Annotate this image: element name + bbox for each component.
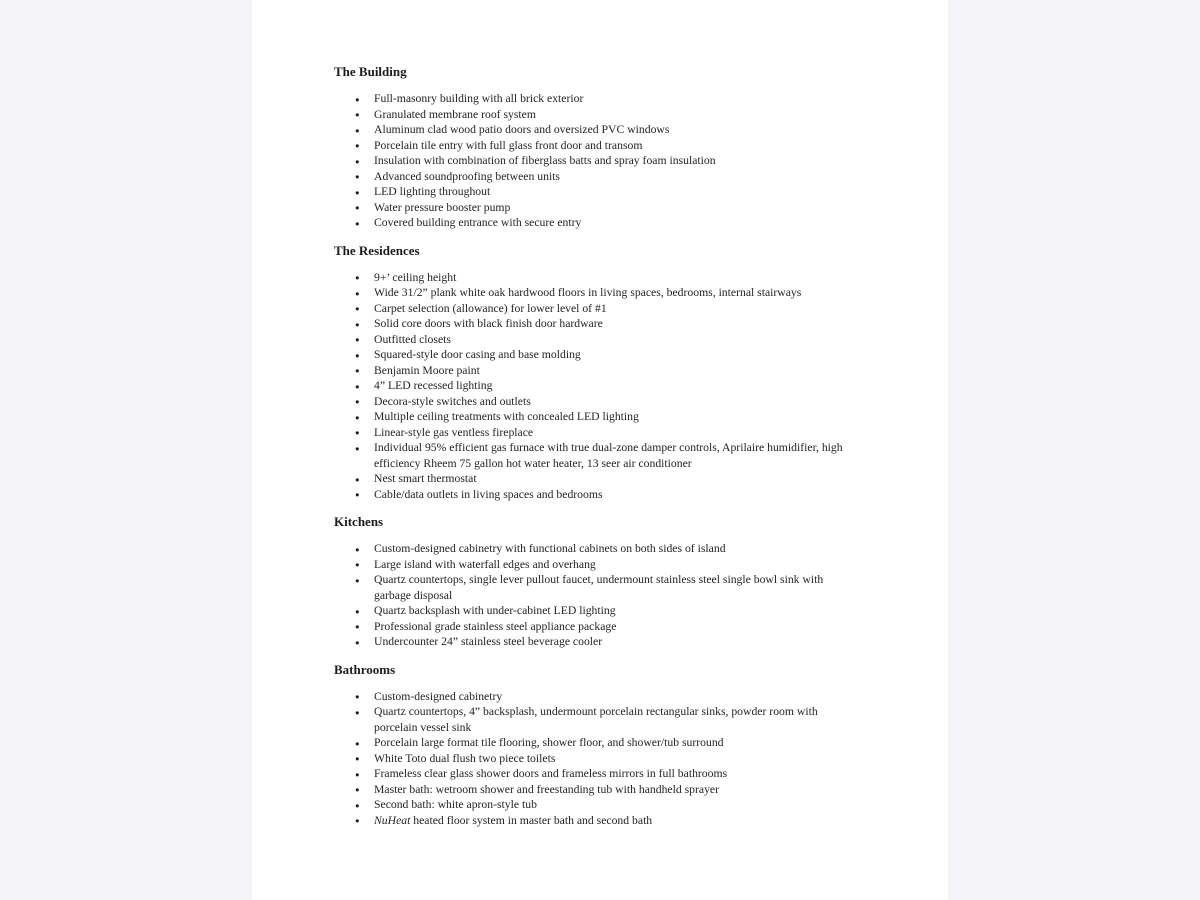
- list-item: ● Second bath: white apron-style tub: [355, 797, 856, 813]
- list-item: ● Custom-designed cabinetry with functional cabinets on both sides of island: [355, 541, 856, 557]
- bullet-list: [334, 689, 878, 829]
- list-item: ● Frameless clear glass shower doors and frameless mirrors in full bathrooms: [355, 766, 856, 782]
- list-item: ● Undercounter 24” stainless steel beverage cooler: [355, 634, 856, 650]
- section-heading: The Residences: [334, 242, 420, 258]
- list-item: ● LED lighting throughout: [355, 184, 856, 200]
- document-page: [252, 0, 948, 900]
- list-item: ● Wide 31/2” plank white oak hardwood floors in living spaces, bedrooms, internal stairways: [355, 285, 856, 301]
- list-item: [355, 813, 856, 829]
- list-item: ● Water pressure booster pump: [355, 200, 856, 216]
- list-item: ● Solid core doors with black finish door hardware: [355, 316, 856, 332]
- list-item: ● Benjamin Moore paint: [355, 363, 856, 379]
- section-the-building: [334, 64, 878, 231]
- section-bathrooms: [334, 662, 878, 829]
- list-item: ● Covered building entrance with secure entry: [355, 215, 856, 231]
- bullet-list: [334, 270, 878, 503]
- list-item: ● Custom-designed cabinetry: [355, 689, 856, 705]
- list-item: ● Insulation with combination of fiberglass batts and spray foam insulation: [355, 153, 856, 169]
- list-item: ● Large island with waterfall edges and overhang: [355, 557, 856, 573]
- list-item: ● Carpet selection (allowance) for lower level of #1: [355, 301, 856, 317]
- section-heading: Bathrooms: [334, 661, 396, 677]
- list-item: ● Aluminum clad wood patio doors and oversized PVC windows: [355, 122, 856, 138]
- list-item: ● Decora-style switches and outlets: [355, 394, 856, 410]
- text-segment: heated floor system in master bath and second bath: [410, 813, 653, 827]
- section-the-residences: [334, 243, 878, 503]
- list-item: ● White Toto dual flush two piece toilets: [355, 751, 856, 767]
- italic-text-segment: NuHeat: [374, 813, 411, 827]
- section-kitchens: [334, 514, 878, 650]
- list-item: ● Cable/data outlets in living spaces and bedrooms: [355, 487, 856, 503]
- list-item: ● 4” LED recessed lighting: [355, 378, 856, 394]
- list-item: ● Porcelain large format tile flooring, shower floor, and shower/tub surround: [355, 735, 856, 751]
- list-item: ● Full-masonry building with all brick exterior: [355, 91, 856, 107]
- list-item: ● Nest smart thermostat: [355, 471, 856, 487]
- list-item: ● Professional grade stainless steel appliance package: [355, 619, 856, 635]
- list-item: ● Granulated membrane roof system: [355, 107, 856, 123]
- list-item: ● Multiple ceiling treatments with concealed LED lighting: [355, 409, 856, 425]
- list-item: ● Outfitted closets: [355, 332, 856, 348]
- list-item: ● Squared-style door casing and base molding: [355, 347, 856, 363]
- list-item: ● Advanced soundproofing between units: [355, 169, 856, 185]
- list-item: ● Porcelain tile entry with full glass front door and transom: [355, 138, 856, 154]
- document-content: [252, 0, 948, 828]
- bullet-list: [334, 541, 878, 650]
- list-item: ● Linear-style gas ventless fireplace: [355, 425, 856, 441]
- list-item: ● Individual 95% efficient gas furnace with true dual-zone damper controls, Aprilaire humidifier, high efficiency Rheem 75 gallon hot water heater, 13 seer air conditioner: [355, 440, 856, 471]
- list-item: ● Quartz countertops, 4” backsplash, undermount porcelain rectangular sinks, powder room with porcelain vessel sink: [355, 704, 856, 735]
- section-heading: Kitchens: [334, 514, 384, 529]
- list-item: ● 9+’ ceiling height: [355, 270, 856, 286]
- section-heading: The Building: [334, 64, 407, 79]
- bullet-list: [334, 91, 878, 231]
- list-item: ● Quartz backsplash with under-cabinet LED lighting: [355, 603, 856, 619]
- list-item: ● Quartz countertops, single lever pullout faucet, undermount stainless steel single bowl sink with garbage disposal: [355, 572, 856, 603]
- list-item: ● Master bath: wetroom shower and freestanding tub with handheld sprayer: [355, 782, 856, 798]
